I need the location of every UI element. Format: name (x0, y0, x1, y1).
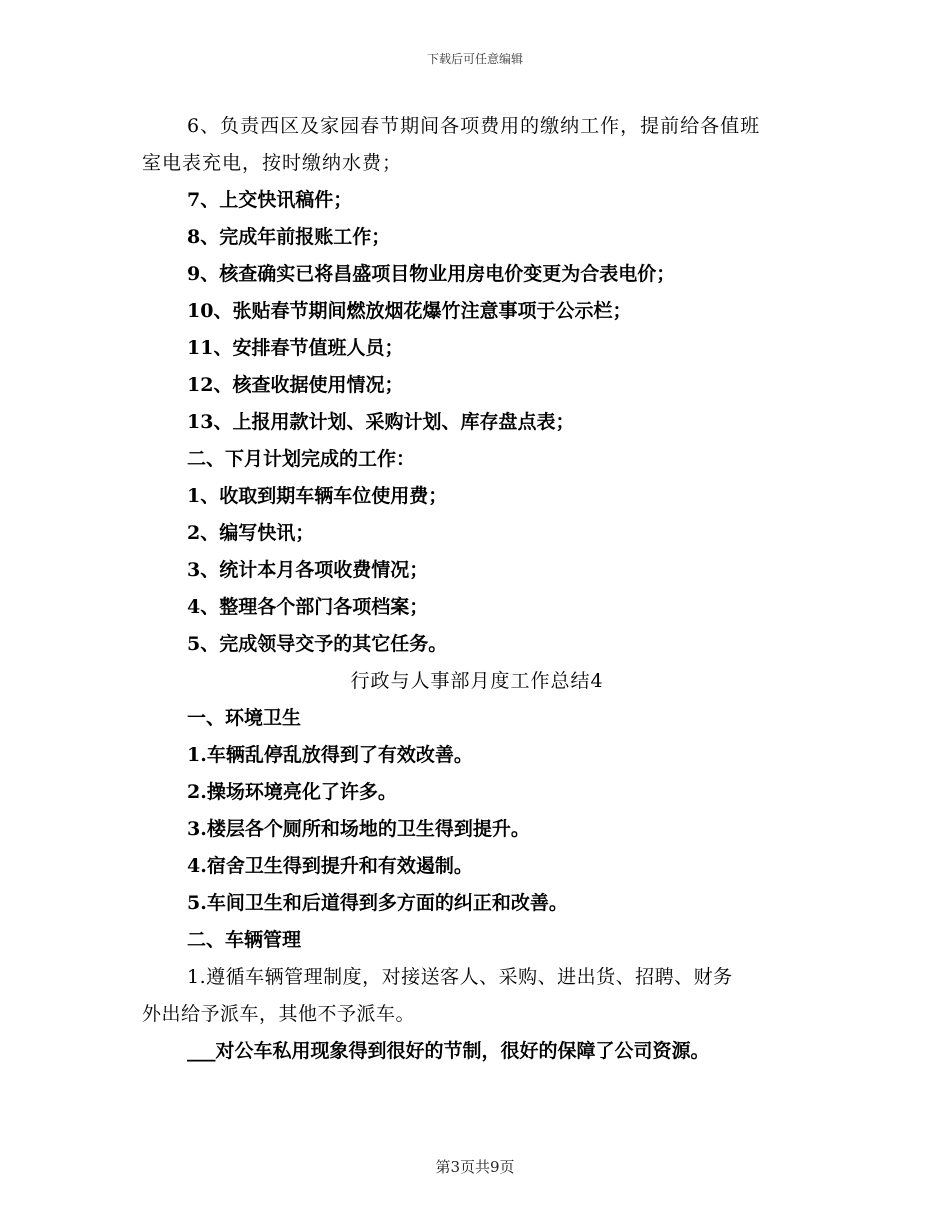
list-item: 13、上报用款计划、采购计划、库存盘点表； (187, 411, 575, 433)
list-item: 3、统计本月各项收费情况； (187, 559, 429, 581)
list-item: 5、完成领导交予的其它任务。 (187, 633, 448, 655)
paragraph-line: 1.遵循车辆管理制度，对接送客人、采购、进出货、招聘、财务 (187, 966, 733, 988)
page-number: 第3页共9页 (435, 1158, 515, 1176)
list-item: 5.车间卫生和后道得到多方面的纠正和改善。 (187, 892, 568, 914)
list-item: 10、张贴春节期间燃放烟花爆竹注意事项于公示栏； (187, 300, 632, 322)
paragraph-line: 外出给予派车，其他不予派车。 (142, 1003, 416, 1025)
document-body (142, 108, 812, 1070)
list-item: 2、编写快讯； (187, 522, 315, 544)
paragraph-line: ___对公车私用现象得到很好的节制，很好的保障了公司资源。 (187, 1040, 710, 1062)
list-item: 9、核查确实已将昌盛项目物业用房电价变更为合表电价； (187, 263, 676, 285)
list-item: 1.车辆乱停乱放得到了有效改善。 (187, 744, 473, 766)
paragraph-line: 室电表充电，按时缴纳水费； (142, 152, 403, 174)
list-item: 12、核查收据使用情况； (187, 374, 404, 396)
document-title: 行政与人事部月度工作总结4 (350, 670, 604, 692)
section-heading: 一、环境卫生 (187, 707, 302, 729)
list-item: 4、整理各个部门各项档案； (187, 596, 429, 618)
list-item: 2.操场环境亮化了许多。 (187, 781, 397, 803)
section-heading: 二、车辆管理 (187, 929, 302, 951)
section-heading: 二、下月计划完成的工作： (187, 448, 416, 470)
page-header-note: 下载后可任意编辑 (426, 52, 523, 66)
list-item: 8、完成年前报账工作； (187, 226, 391, 248)
list-item: 1、收取到期车辆车位使用费； (187, 485, 448, 507)
list-item: 3.楼层各个厕所和场地的卫生得到提升。 (187, 818, 530, 840)
list-item: 11、安排春节值班人员； (187, 337, 404, 359)
paragraph-line: 6、负责西区及家园春节期间各项费用的缴纳工作，提前给各值班 (187, 115, 761, 137)
list-item: 4.宿舍卫生得到提升和有效遏制。 (187, 855, 473, 877)
list-item: 7、上交快讯稿件； (187, 189, 353, 211)
